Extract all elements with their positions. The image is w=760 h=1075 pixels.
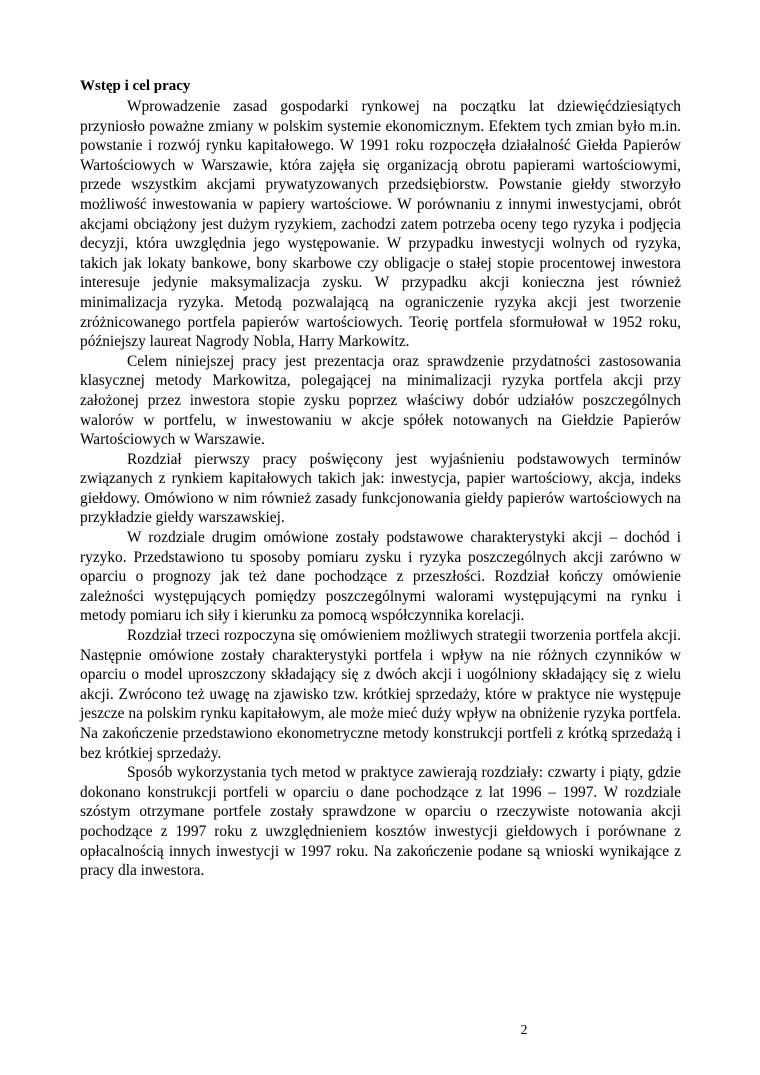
body-paragraph: Celem niniejszej pracy jest prezentacja oraz sprawdzenie przydatności zastosowania klasycznej metody Markowitza, polegającej na minimalizacji ryzyka portfela akcji przy założonej przez inwestora stopie zysku poprzez właściwy dobór udziałów poszczególnych walorów w portfelu, w inwestowaniu w akcje spółek notowanych na Giełdzie Papierów Wartościowych w Warszawie. <box>80 352 681 449</box>
body-paragraph: Rozdział pierwszy pracy poświęcony jest wyjaśnieniu podstawowych terminów związanych z rynkiem kapitałowych takich jak: inwestycja, papier wartościowy, akcja, indeks giełdowy. Omówiono w nim również zasady funkcjonowania giełdy papierów wartościowych na przykładzie giełdy warszawskiej. <box>80 450 681 527</box>
page-number: 2 <box>520 1023 528 1038</box>
document-page <box>80 76 681 881</box>
body-paragraph: W rozdziale drugim omówione zostały podstawowe charakterystyki akcji – dochód i ryzyko. Przedstawiono tu sposoby pomiaru zysku i ryzyka poszczególnych akcji zarówno w oparciu o prognozy jak też dane pochodzące z przeszłości. Rozdział kończy omówienie zależności występujących pomiędzy poszczególnymi walorami występującymi na rynku i metody pomiaru ich siły i kierunku za pomocą współczynnika korelacji. <box>80 529 681 625</box>
body-paragraph: Sposób wykorzystania tych metod w praktyce zawierają rozdziały: czwarty i piąty, gdzie dokonano konstrukcji portfeli w oparciu o dane pochodzące z lat 1996 – 1997. W rozdziale szóstym otrzymane portfele zostały sprawdzone w oparciu o rzeczywiste notowania akcji pochodzące z 1997 roku z uwzględnieniem kosztów inwestycji giełdowych i porównane z opłacalnością innych inwestycji w 1997 roku. Na zakończenie podane są wnioski wynikające z pracy dla inwestora. <box>80 764 681 880</box>
body-paragraph: Rozdział trzeci rozpoczyna się omówieniem możliwych strategii tworzenia portfela akcji. Następnie omówione zostały charakterystyki portfela i wpływ na nie różnych czynników w oparciu o model uproszczony składający się z dwóch akcji i uogólniony składający się z wielu akcji. Zwrócono też uwagę na zjawisko tzw. krótkiej sprzedaży, które w praktyce nie występuje jeszcze na polskim rynku kapitałowym, ale może mieć duży wpływ na obniżenie ryzyka portfela. Na zakończenie przedstawiono ekonometryczne metody konstrukcji portfeli z krótką sprzedażą i bez krótkiej sprzedaży. <box>80 627 681 762</box>
body-paragraph: Wprowadzenie zasad gospodarki rynkowej na początku lat dziewięćdziesiątych przyniosło poważne zmiany w polskim systemie ekonomicznym. Efektem tych zmian było m.in. powstanie i rozwój rynku kapitałowego. W 1991 roku rozpoczęła działalność Giełda Papierów Wartościowych w Warszawie, która zajęła się organizacją obrotu papierami wartościowymi, przede wszystkim akcjami prywatyzowanych przedsiębiorstw. Powstanie giełdy stworzyło możliwość inwestowania w papiery wartościowe. W porównaniu z innymi inwestycjami, obrót akcjami obciążony jest dużym ryzykiem, zachodzi zatem potrzeba oceny tego ryzyka i podjęcia decyzji, która uwzględnia jego występowanie. W przypadku inwestycji wolnych od ryzyka, takich jak lokaty bankowe, bony skarbowe czy obligacje o stałej stopie procentowej inwestora interesuje jedynie maksymalizacja zysku. W przypadku akcji konieczna jest również minimalizacja ryzyka. Metodą pozwalającą na ograniczenie ryzyka akcji jest tworzenie zróżnicowanego portfela papierów wartościowych. Teorię portfela sformułował w 1952 roku, późniejszy laureat Nagrody Nobla, Harry Markowitz. <box>80 98 681 351</box>
section-heading: Wstęp i cel pracy <box>80 78 191 94</box>
